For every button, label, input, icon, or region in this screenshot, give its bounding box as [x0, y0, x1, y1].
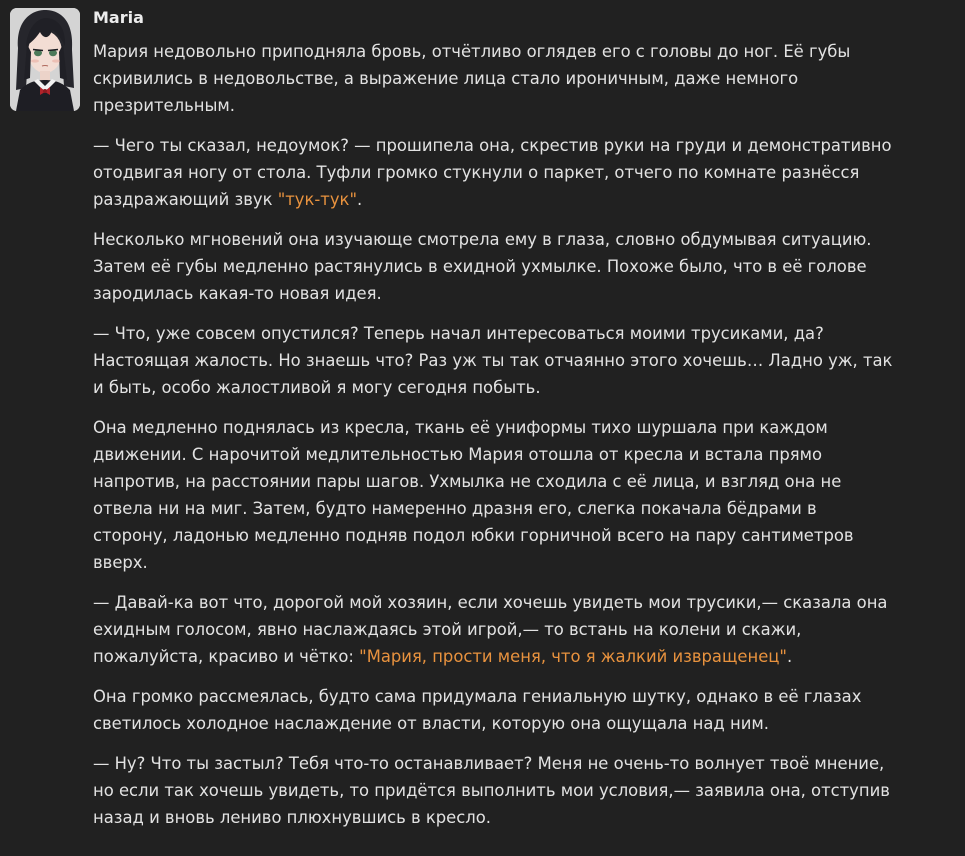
message-paragraph — [93, 589, 893, 670]
paragraph-text-end: . — [357, 190, 363, 209]
message-author: Maria — [93, 8, 144, 27]
avatar[interactable] — [10, 8, 80, 111]
message-paragraph — [93, 38, 893, 119]
paragraph-text: Мария недовольно приподняла бровь, отчётливо оглядев его с головы до ног. Её губы скривились в недовольстве, а выражение лица стало ироничным, даже немного презрительным. — [93, 42, 851, 115]
paragraph-text: Она громко рассмеялась, будто сама придумала гениальную шутку, однако в её глазах светилось холодное наслаждение от власти, которую она ощущала над ним. — [93, 687, 862, 733]
message-paragraph — [93, 132, 893, 213]
paragraph-text: Она медленно поднялась из кресла, ткань её униформы тихо шуршала при каждом движении. С нарочитой медлительностью Мария отошла от кресла и встала прямо напротив, на расстоянии пары шагов. Ухмылка не сходила с её лица, и взгляд она не отвела ни на миг. Затем, будто намеренно дразня его, слегка покачала бёдрами в сторону, ладонью медленно подняв подол юбки горничной всего на пару сантиметров вверх. — [93, 418, 854, 572]
message-paragraph — [93, 750, 893, 831]
message-paragraph — [93, 414, 893, 576]
paragraph-text: — Давай-ка вот что, дорогой мой хозяин, если хочешь увидеть мои трусики,— сказала она ехидным голосом, явно наслаждаясь этой игрой,— то встань на колени и скажи, пожалуйста, красиво и чётко: — [93, 593, 888, 666]
paragraph-text: Несколько мгновений она изучающе смотрела ему в глаза, словно обдумывая ситуацию. Затем её губы медленно растянулись в ехидной ухмылке. Похоже было, что в её голове зародилась какая-то новая идея. — [93, 230, 872, 303]
paragraph-text-end: . — [786, 647, 793, 666]
highlighted-quote: "тук-тук" — [277, 190, 357, 209]
highlighted-quote: "Мария, прости меня, что я жалкий извращенец" — [359, 647, 787, 666]
message-paragraph — [93, 226, 893, 307]
paragraph-text: — Чего ты сказал, недоумок? — прошипела она, скрестив руки на груди и демонстративно отодвигая ногу от стола. Туфли громко стукнули о паркет, отчего по комнате разнёсся раздражающий звук — [93, 136, 892, 209]
paragraph-text: — Что, уже совсем опустился? Теперь начал интересоваться моими трусиками, да? Настоящая жалость. Но знаешь что? Раз уж ты так отчаянно этого хочешь… Ладно уж, так и быть, особо жалостливой я могу сегодня побыть. — [93, 324, 893, 397]
message-content — [93, 38, 893, 844]
message-paragraph — [93, 683, 893, 737]
message-paragraph — [93, 320, 893, 401]
character-portrait-icon — [10, 8, 80, 111]
paragraph-text: — Ну? Что ты застыл? Тебя что-то останавливает? Меня не очень-то волнует твоё мнение, но если так хочешь увидеть, то придётся выполнить мои условия,— заявила она, отступив назад и вновь лениво плюхнувшись в кресло. — [93, 754, 890, 827]
